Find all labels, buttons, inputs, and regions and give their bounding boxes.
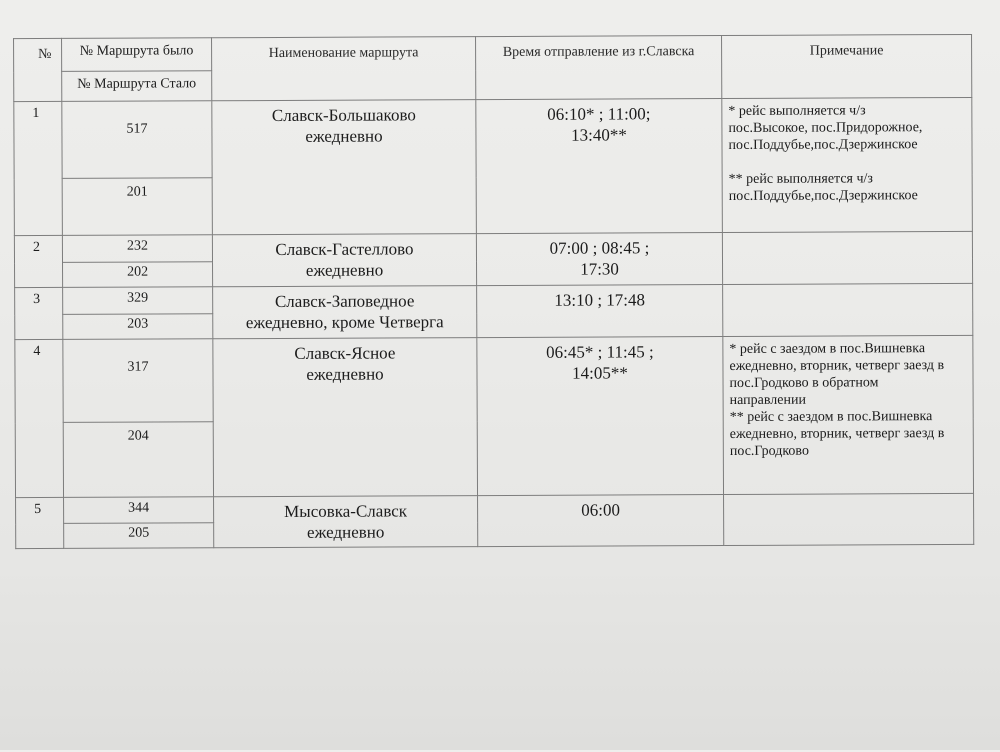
route-name	[213, 338, 478, 497]
note-line: пос.Поддубье,пос.Дзержинское	[728, 137, 918, 154]
route-schedule-line: ежедневно	[305, 260, 384, 280]
table-row	[16, 493, 974, 523]
route-schedule-table	[13, 34, 974, 549]
route-name-line: Славск-Гастеллово	[275, 239, 414, 259]
route-schedule-line: ежедневно	[306, 364, 384, 384]
table-row	[14, 231, 972, 262]
note-line: * рейс с заездом в пос.Вишневка	[729, 341, 926, 357]
new-route-number: 203	[63, 314, 213, 340]
route-schedule-line: ежедневно	[305, 126, 383, 146]
header-note: Примечание	[722, 34, 972, 98]
route-name	[212, 100, 477, 235]
route-note	[724, 493, 974, 545]
route-name	[212, 234, 476, 287]
departure-times	[477, 285, 723, 338]
note-line: * рейс выполняется ч/з	[728, 103, 866, 120]
departure-times	[478, 495, 724, 547]
table-row	[14, 97, 972, 178]
route-note	[723, 335, 974, 494]
new-route-number: 205	[64, 523, 214, 549]
departure-times-line: 06:45* ; 11:45 ;	[546, 342, 654, 362]
header-route-name: Наименование маршрута	[212, 37, 476, 101]
route-name	[214, 496, 478, 548]
new-route-number: 201	[62, 178, 212, 236]
note-line: ** рейс с заездом в пос.Вишневка	[729, 409, 933, 425]
note-line: ** рейс выполняется ч/з	[728, 171, 873, 188]
header-departure-time: Время отправление из г.Славска	[476, 36, 722, 100]
route-name-line: Славск-Ясное	[294, 343, 396, 363]
note-line: направлении	[729, 392, 806, 408]
departure-times-line: 13:10 ; 17:48	[554, 290, 646, 310]
route-note	[723, 283, 973, 336]
departure-times-line: 06:10* ; 11:00;	[547, 104, 651, 124]
route-schedule-line: ежедневно	[306, 522, 385, 542]
note-line: пос.Поддубье,пос.Дзержинское	[728, 188, 918, 205]
departure-times-line: 06:00	[581, 500, 620, 520]
note-line: пос.Гродково	[729, 443, 809, 459]
row-number: 3	[15, 287, 63, 339]
route-note	[722, 97, 973, 232]
table-row	[15, 283, 973, 314]
header-row	[14, 34, 972, 71]
route-name-line: Мысовка-Славск	[284, 501, 408, 521]
header-num: №	[14, 38, 62, 101]
note-spacer	[729, 153, 964, 171]
row-number: 4	[15, 339, 64, 497]
route-name-line: Славск-Заповедное	[274, 291, 415, 311]
old-route-number: 344	[64, 497, 214, 524]
row-number: 5	[16, 497, 64, 548]
departure-times	[477, 337, 724, 496]
note-line: пос.Высокое, пос.Придорожное,	[728, 120, 923, 137]
route-name	[213, 286, 477, 339]
departure-times-line: 14:05**	[572, 363, 628, 383]
row-number: 2	[14, 235, 62, 287]
old-route-number: 329	[63, 287, 213, 315]
table-row	[15, 335, 973, 422]
departure-times-line: 07:00 ; 08:45 ;	[549, 238, 650, 258]
note-line: ежедневно, вторник, четверг заезд в	[729, 358, 945, 374]
old-route-number: 232	[62, 235, 212, 263]
route-schedule-line: ежедневно, кроме Четверга	[245, 312, 444, 333]
note-line: ежедневно, вторник, четверг заезд в	[729, 426, 945, 442]
row-number: 1	[14, 101, 63, 235]
old-route-number: 517	[62, 101, 212, 179]
note-line: пос.Гродково в обратном	[729, 375, 879, 391]
departure-times-line: 13:40**	[571, 125, 627, 145]
header-new-route: № Маршрута Стало	[62, 71, 212, 102]
new-route-number: 204	[63, 422, 213, 498]
departure-times-line: 17:30	[580, 259, 619, 279]
header-old-route: № Маршрута было	[62, 38, 212, 72]
route-note	[722, 231, 972, 284]
route-name-line: Славск-Большаково	[271, 105, 416, 125]
departure-times	[476, 99, 723, 234]
departure-times	[476, 233, 722, 286]
new-route-number: 202	[63, 262, 213, 288]
old-route-number: 317	[63, 339, 213, 423]
